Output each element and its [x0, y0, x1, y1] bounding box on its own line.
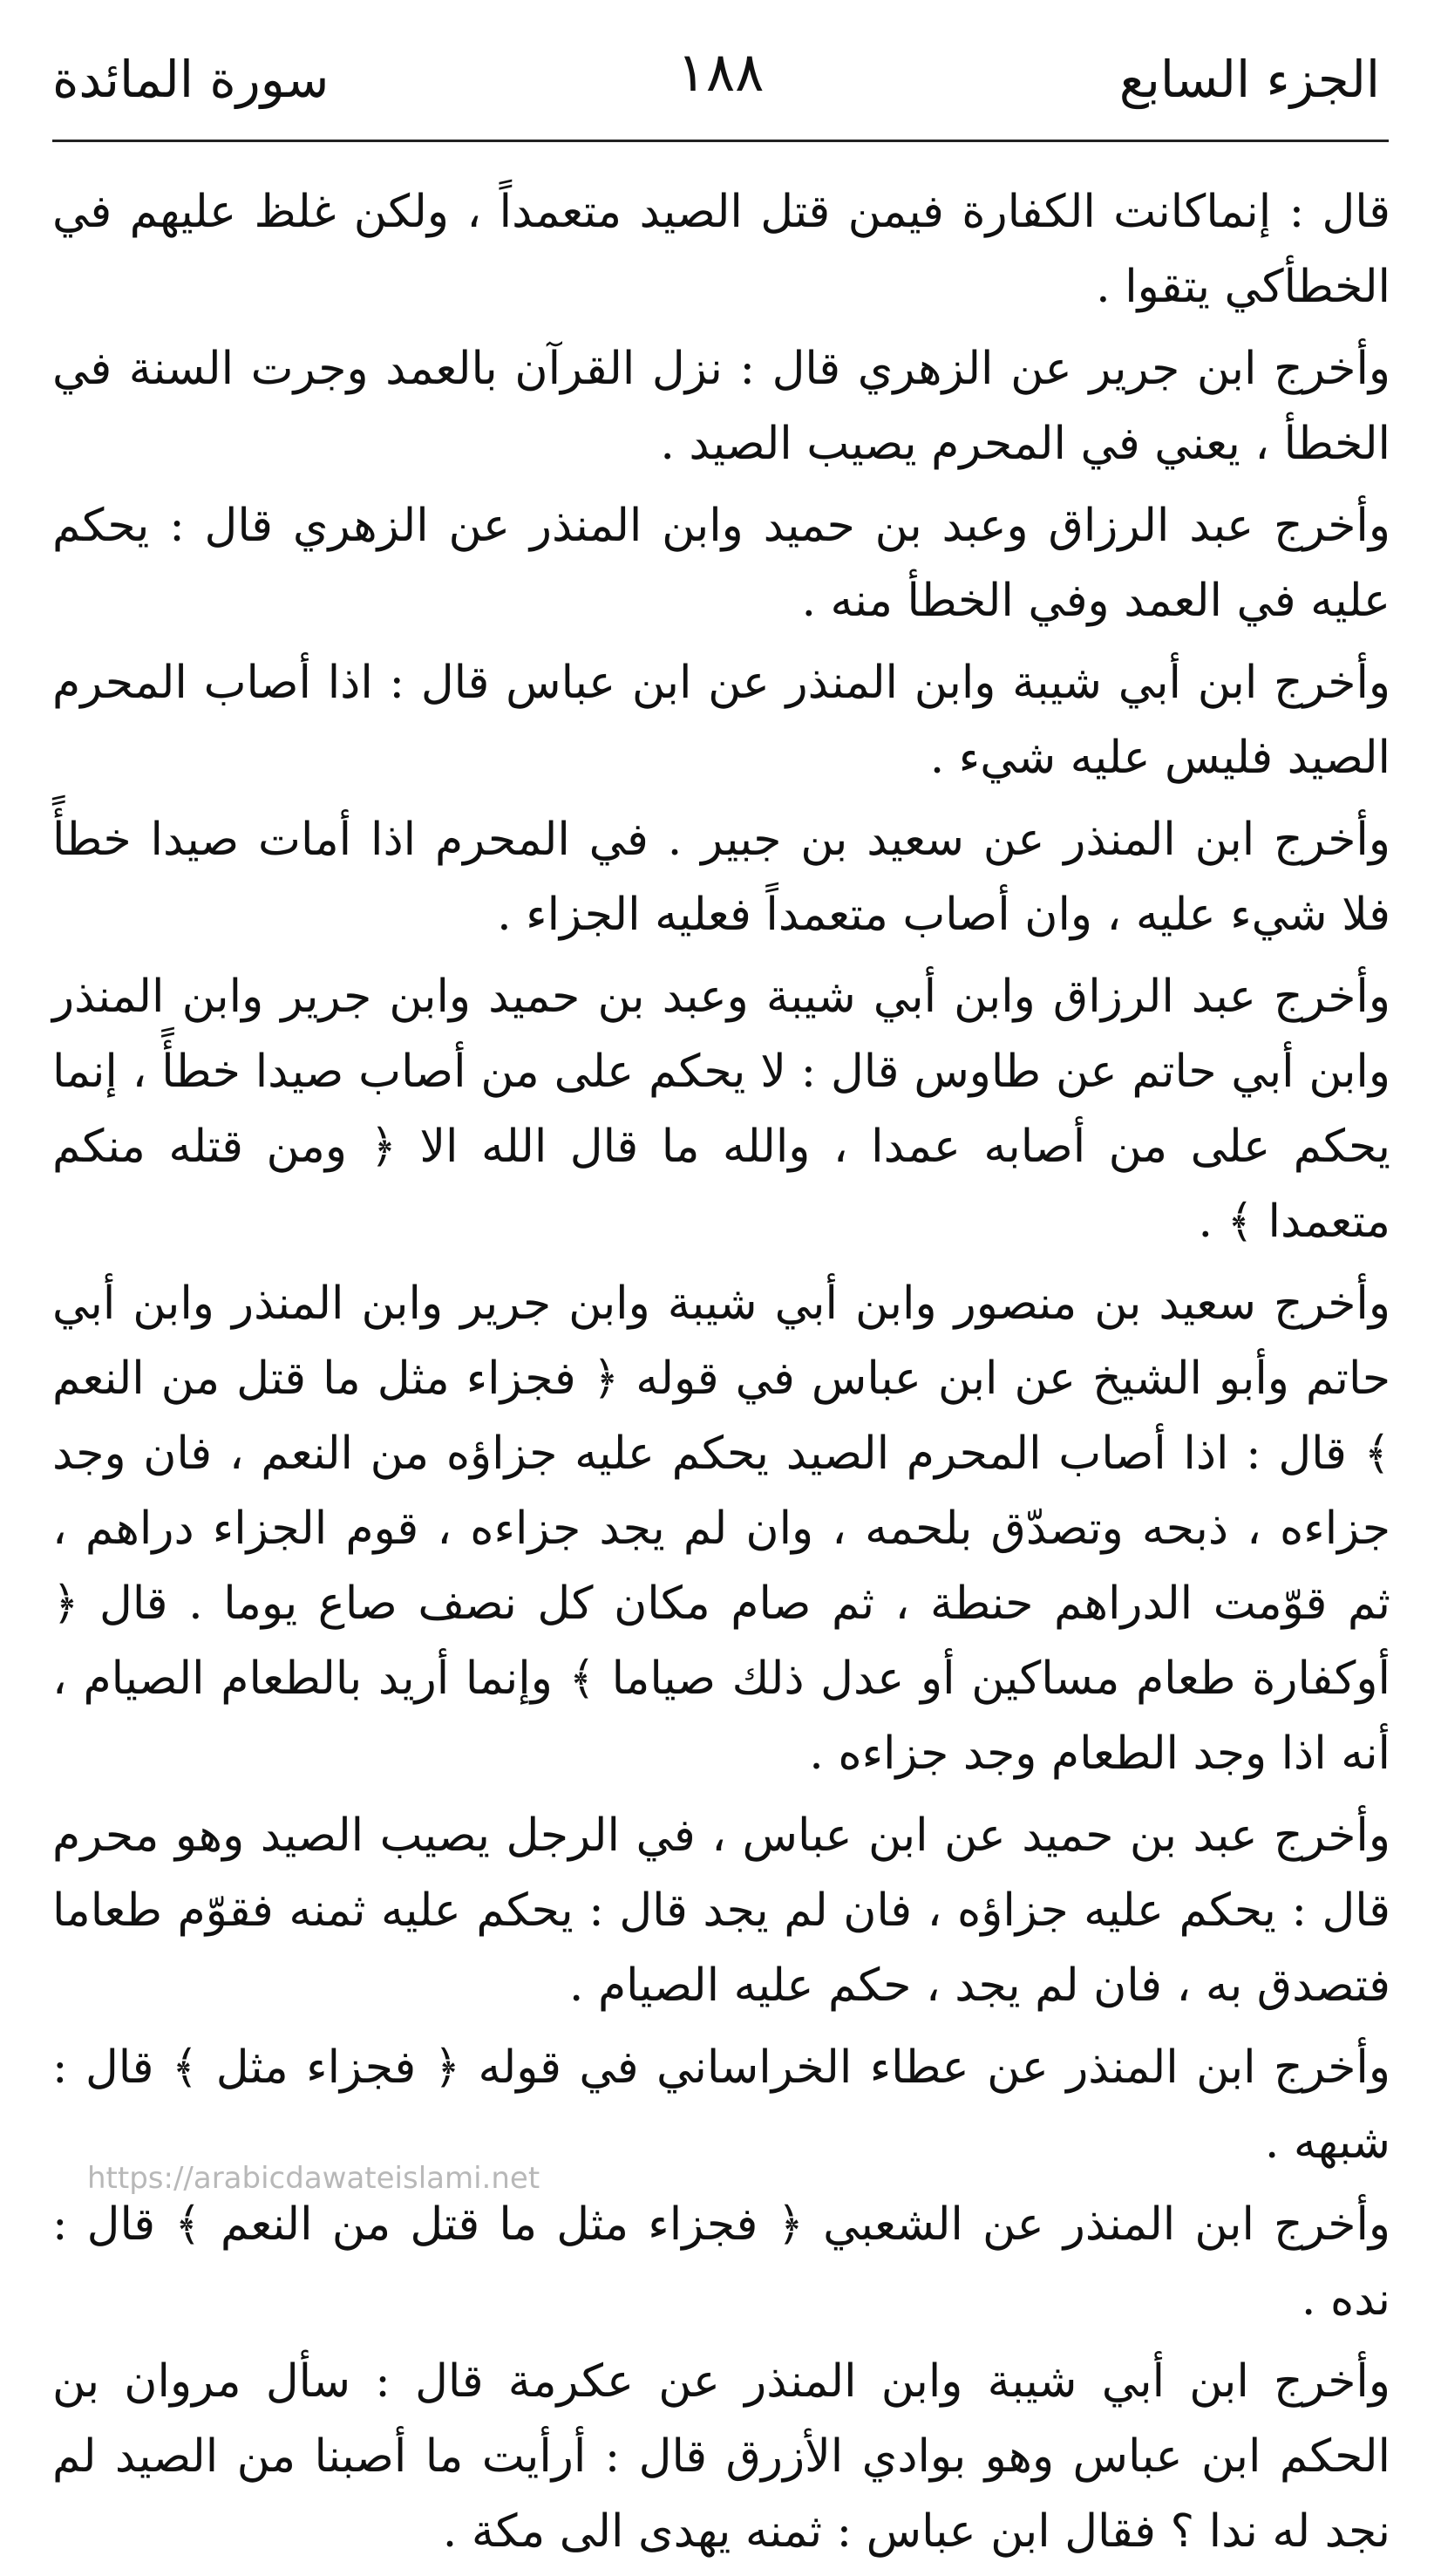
paragraph: وأخرج ابن أبي شيبة وابن المنذر عن عكرمة قال : سأل مروان بن الحكم ابن عباس وهو بوادي الأزرق قال : أرأيت ما أصبنا من الصيد لم نجد له ندا ؟ فقال ابن عباس : ثمنه يهدى الى مكة . [52, 2355, 1390, 2558]
watermark-url: https://arabicdawateislami.net [87, 2161, 540, 2196]
part-title: الجزء السابع [1118, 50, 1380, 109]
paragraph: وأخرج ابن جرير عن الزهري قال : نزل القرآن بالعمد وجرت السنة في الخطأ ، يعني في المحرم يصيب الصيد . [52, 343, 1390, 470]
paragraph: وأخرج عبد بن حميد عن ابن عباس ، في الرجل يصيب الصيد وهو محرم قال : يحكم عليه جزاؤه ، فان لم يجد قال : يحكم عليه ثمنه فقوّم طعاما فتصدق به ، فان لم يجد ، حكم عليه الصيام . [52, 1809, 1390, 2012]
paragraph: وأخرج ابن المنذر عن عطاء الخراساني في قوله ﴿ فجزاء مثل ﴾ قال : شبهه . [52, 2041, 1390, 2169]
surah-title: سورة المائدة [52, 50, 330, 109]
page-header [52, 35, 1389, 142]
paragraph: وأخرج ابن المنذر عن سعيد بن جبير . في المحرم اذا أمات صيدا خطأً فلا شيء عليه ، وان أصاب متعمداً فعليه الجزاء . [52, 814, 1390, 941]
paragraph: وأخرج عبد الرزاق وعبد بن حميد وابن المنذر عن الزهري قال : يحكم عليه في العمد وفي الخطأ منه . [52, 500, 1390, 627]
paragraph: وأخرج سعيد بن منصور وابن أبي شيبة وابن جرير وابن المنذر وابن أبي حاتم وأبو الشيخ عن ابن عباس في قوله ﴿ فجزاء مثل ما قتل من النعم ﴾ قال : اذا أصاب المحرم الصيد يحكم عليه جزاؤه من النعم ، فان وجد جزاءه ، ذبحه وتصدّق بلحمه ، وان لم يجد جزاءه ، قوم الجزاء دراهم ، ثم قوّمت الدراهم حنطة ، ثم صام مكان كل نصف صاع يوما . قال ﴿ أوكفارة طعام مساكين أو عدل ذلك صياما ﴾ وإنما أريد بالطعام الصيام ، أنه اذا وجد الطعام وجد جزاءه . [52, 1278, 1390, 1780]
paragraph: قال : إنماكانت الكفارة فيمن قتل الصيد متعمداً ، ولكن غلظ عليهم في الخطأكي يتقوا . [52, 186, 1390, 313]
main-text [52, 174, 1390, 2576]
page-number: ١٨٨ [676, 40, 765, 104]
paragraph: وأخرج ابن المنذر عن الشعبي ﴿ فجزاء مثل ما قتل من النعم ﴾ قال : نده . [52, 2198, 1390, 2326]
paragraph: وأخرج عبد الرزاق وابن أبي شيبة وعبد بن حميد وابن جرير وابن المنذر وابن أبي حاتم عن طاوس قال : لا يحكم على من أصاب صيدا خطأً ، إنما يحكم على من أصابه عمدا ، والله ما قال الله الا ﴿ ومن قتله منكم متعمدا ﴾ . [52, 971, 1390, 1248]
paragraph: وأخرج ابن أبي شيبة وابن المنذر عن ابن عباس قال : اذا أصاب المحرم الصيد فليس عليه شيء . [52, 657, 1390, 784]
